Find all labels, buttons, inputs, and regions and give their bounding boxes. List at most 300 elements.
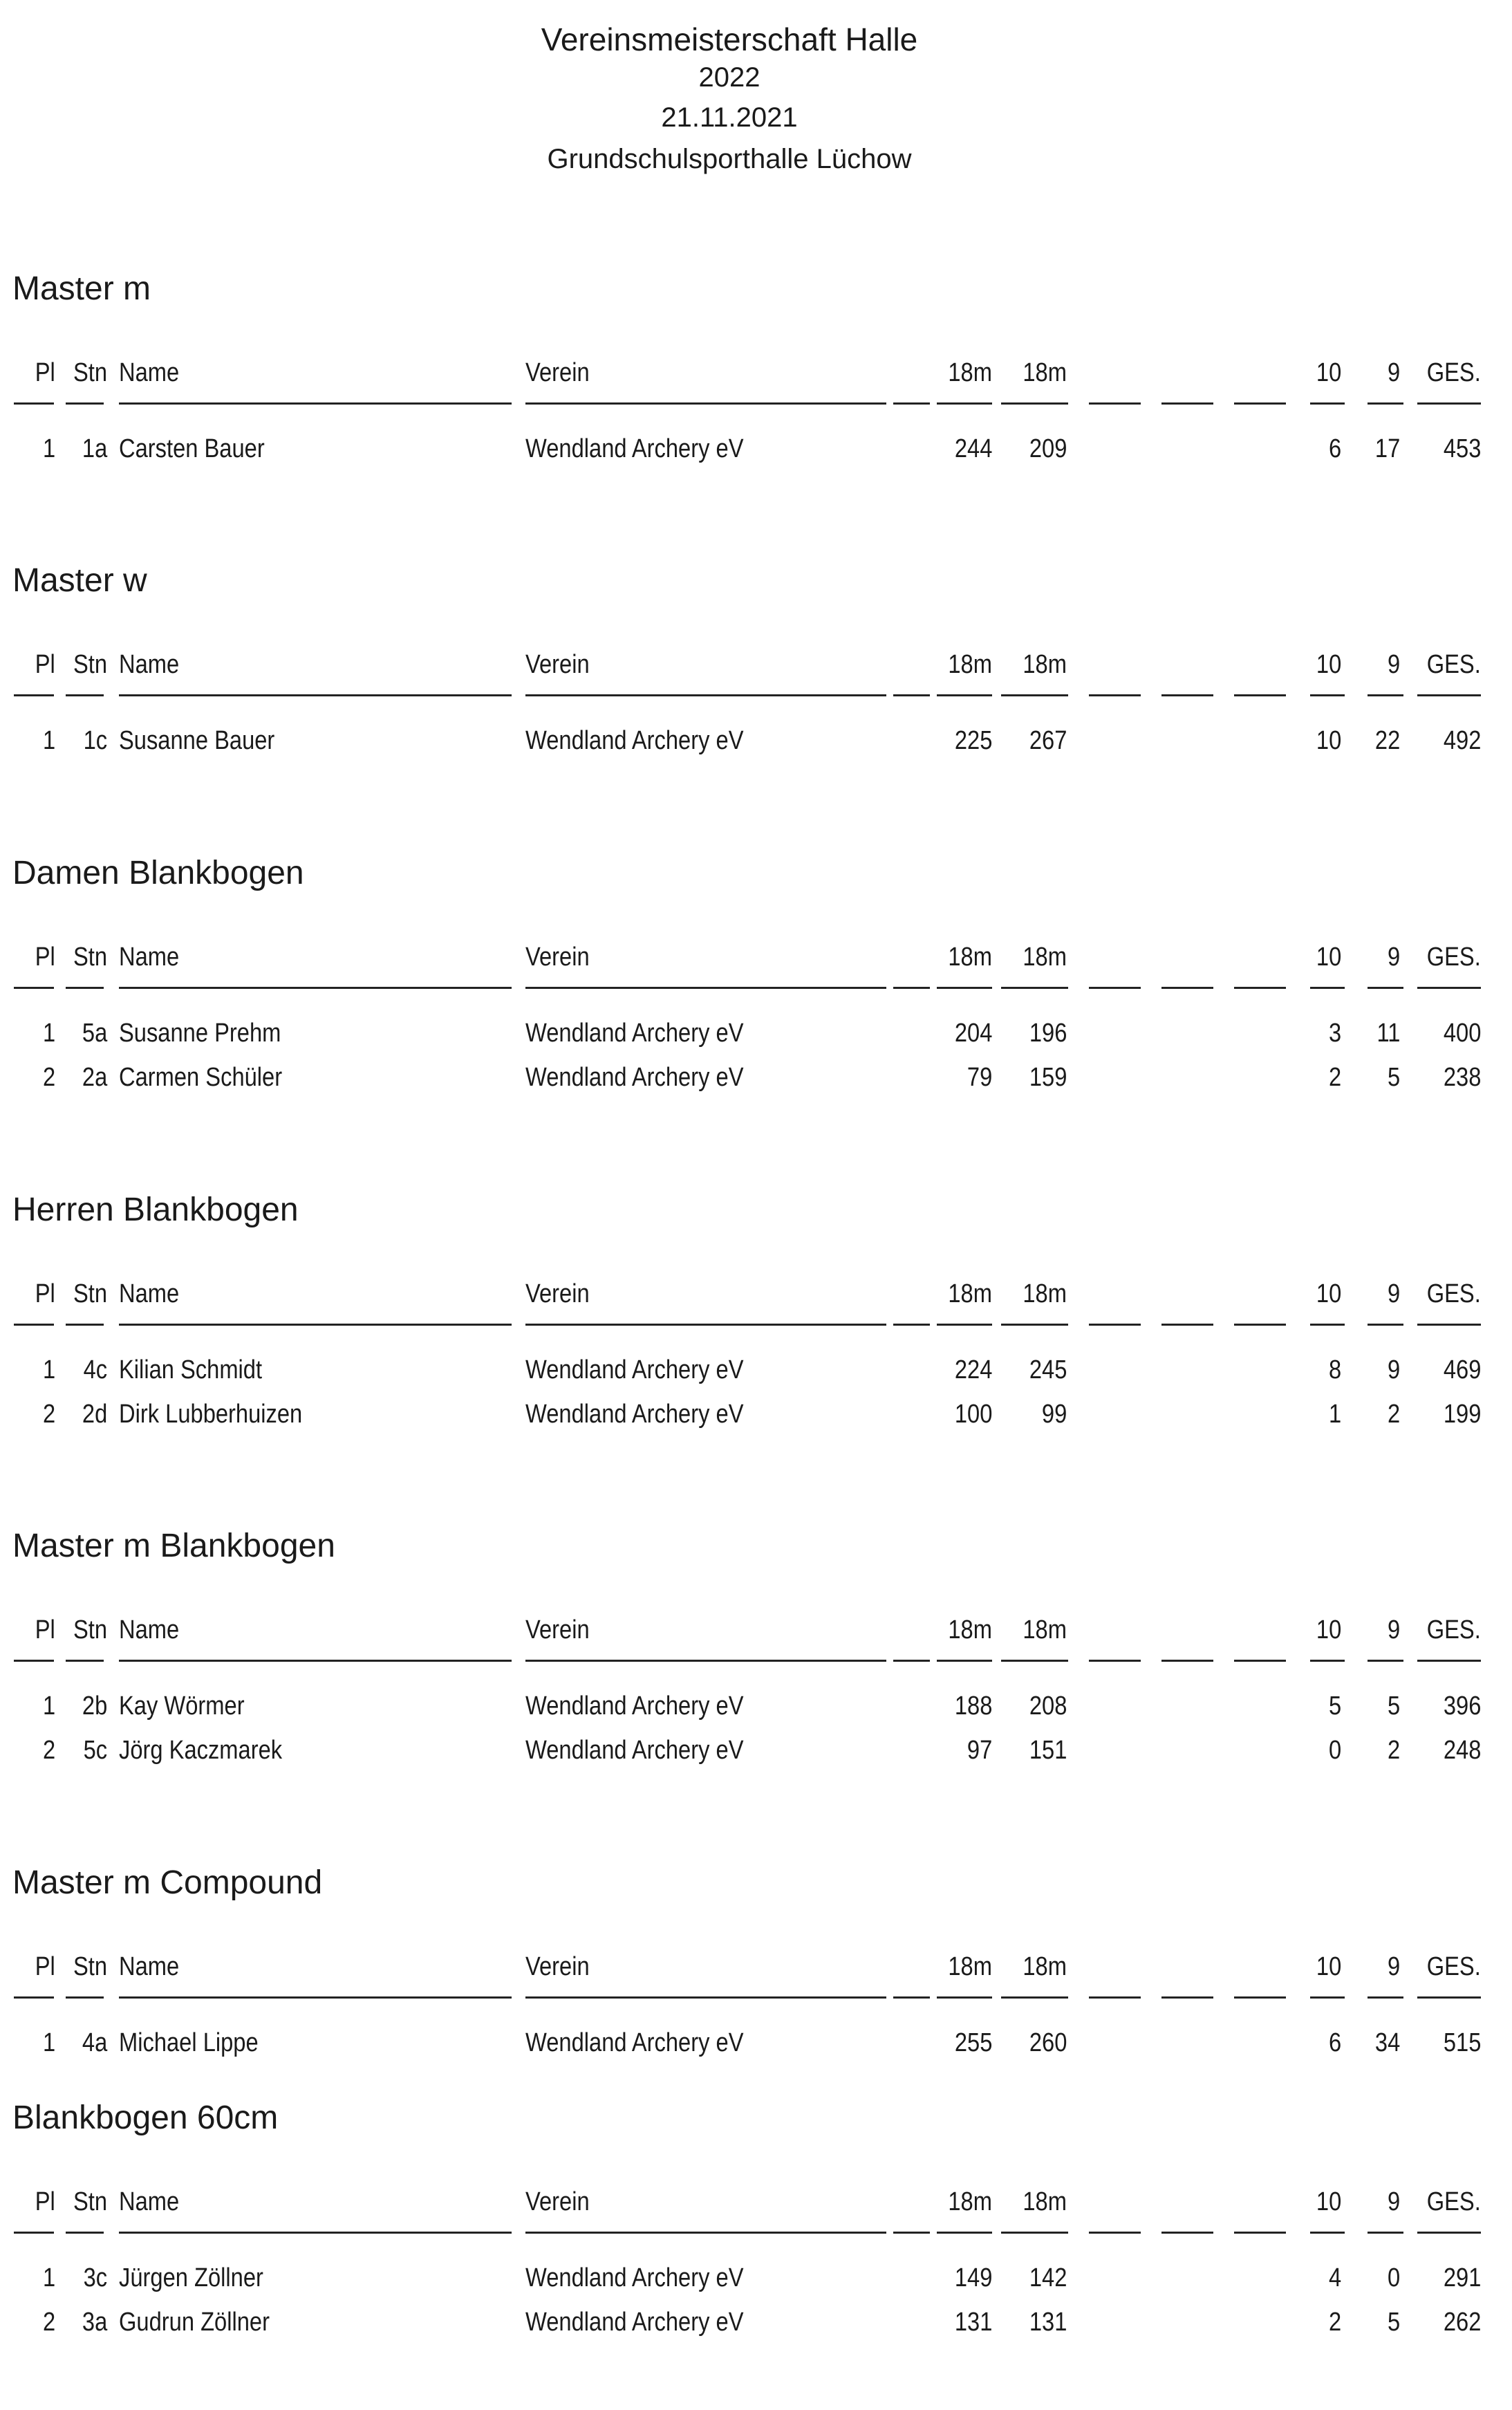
header-rule (119, 694, 512, 696)
col-verein-value: Wendland Archery eV (525, 2263, 744, 2292)
results-section (0, 270, 1512, 581)
col-verein-value: Wendland Archery eV (525, 1355, 744, 1384)
col-name-cell (119, 1063, 506, 1093)
header-rule (1161, 694, 1213, 696)
col-total-value: 199 (1443, 1400, 1481, 1429)
col-name-value: Carsten Bauer (119, 434, 265, 463)
col-18m-2-header-cell (1001, 1615, 1067, 1645)
col-tens-value: 2 (1328, 1063, 1341, 1092)
document-venue: Grundschulsporthalle Lüchow (547, 144, 912, 174)
header-rule (1001, 2232, 1068, 2234)
col-18m-1-header: 18m (948, 358, 992, 387)
col-18m-1-header-cell (926, 358, 992, 388)
header-rule (1417, 987, 1481, 989)
col-verein-cell (525, 1400, 885, 1429)
col-verein-cell (525, 1063, 885, 1093)
col-18m-1-value: 100 (954, 1400, 992, 1429)
col-18m-1-value: 131 (954, 2308, 992, 2337)
col-verein-header-cell (525, 1615, 885, 1645)
col-pl-cell (14, 1736, 55, 1765)
col-pl-value: 1 (42, 2028, 55, 2057)
header-rule (1368, 1660, 1403, 1662)
col-verein-value: Wendland Archery eV (525, 1019, 744, 1048)
col-18m-2-cell (1001, 1736, 1067, 1765)
col-18m-1-header: 18m (948, 943, 992, 972)
header-rule (525, 2232, 886, 2234)
col-tens-value: 0 (1328, 1736, 1341, 1765)
col-stn-header: Stn (73, 943, 107, 972)
col-18m-1-cell (926, 434, 992, 464)
col-18m-2-cell (1001, 726, 1067, 756)
header-rule (1089, 1660, 1141, 1662)
col-tens-cell (1300, 1400, 1341, 1429)
header-rule (1368, 694, 1403, 696)
col-tens-header: 10 (1316, 1952, 1341, 1981)
header-rule (66, 1324, 104, 1326)
col-18m-1-value: 204 (954, 1019, 992, 1048)
col-pl-value: 2 (42, 1736, 55, 1765)
col-nines-cell (1355, 2028, 1400, 2058)
col-name-header: Name (119, 650, 180, 679)
col-18m-2-value: 131 (1029, 2308, 1067, 2337)
col-tens-cell (1300, 2308, 1341, 2337)
col-18m-2-value: 267 (1029, 726, 1067, 755)
col-nines-value: 2 (1387, 1736, 1400, 1765)
col-name-value: Kilian Schmidt (119, 1355, 263, 1384)
col-tens-header: 10 (1316, 943, 1341, 972)
col-total-header: GES. (1426, 358, 1481, 387)
col-nines-header-cell (1355, 943, 1400, 972)
col-total-cell (1417, 1400, 1481, 1429)
col-pl-header: Pl (35, 650, 55, 679)
col-nines-header-cell (1355, 1952, 1400, 1982)
col-pl-value: 2 (42, 1400, 55, 1429)
col-pl-header: Pl (35, 358, 55, 387)
col-total-header-cell (1417, 943, 1481, 972)
col-verein-header: Verein (525, 2187, 590, 2216)
col-pl-value: 1 (42, 1355, 55, 1384)
col-stn-value: 2b (82, 1691, 107, 1721)
header-rule (1310, 1660, 1345, 1662)
header-rule (937, 1660, 992, 1662)
col-18m-1-cell (926, 1691, 992, 1721)
col-stn-header-cell (66, 1279, 107, 1309)
col-total-cell (1417, 2308, 1481, 2337)
header-rule (893, 402, 930, 405)
col-tens-header: 10 (1316, 1279, 1341, 1308)
col-pl-header: Pl (35, 1952, 55, 1981)
results-section (0, 2099, 1512, 2410)
col-total-value: 291 (1443, 2263, 1481, 2292)
col-total-value: 453 (1443, 434, 1481, 463)
header-rule (14, 987, 54, 989)
header-rule (1089, 694, 1141, 696)
col-total-value: 400 (1443, 1019, 1481, 1048)
col-pl-cell (14, 434, 55, 464)
col-verein-cell (525, 2263, 885, 2293)
col-total-value: 492 (1443, 726, 1481, 755)
col-total-header-cell (1417, 650, 1481, 680)
col-total-value: 469 (1443, 1355, 1481, 1384)
col-18m-2-value: 245 (1029, 1355, 1067, 1384)
col-18m-2-value: 99 (1041, 1400, 1067, 1429)
col-verein-header: Verein (525, 1952, 590, 1981)
col-total-value: 238 (1443, 1063, 1481, 1092)
header-rule (1161, 1324, 1213, 1326)
col-verein-value: Wendland Archery eV (525, 434, 744, 463)
col-18m-2-header-cell (1001, 650, 1067, 680)
col-nines-cell (1355, 726, 1400, 756)
col-tens-cell (1300, 2028, 1341, 2058)
col-tens-value: 1 (1328, 1400, 1341, 1429)
col-pl-cell (14, 1063, 55, 1093)
col-total-cell (1417, 726, 1481, 756)
col-18m-2-header-cell (1001, 1952, 1067, 1982)
col-tens-header-cell (1300, 943, 1341, 972)
col-18m-1-cell (926, 1019, 992, 1048)
col-stn-value: 4c (83, 1355, 107, 1384)
col-18m-1-header-cell (926, 1952, 992, 1982)
col-name-header-cell (119, 1279, 506, 1309)
col-nines-cell (1355, 1019, 1400, 1048)
col-nines-cell (1355, 1400, 1400, 1429)
results-section (0, 1527, 1512, 1838)
col-name-value: Michael Lippe (119, 2028, 259, 2057)
header-rule (937, 1996, 992, 1999)
col-name-header-cell (119, 2187, 506, 2217)
col-nines-cell (1355, 1691, 1400, 1721)
col-18m-1-cell (926, 2263, 992, 2293)
results-section (0, 562, 1512, 873)
header-rule (1161, 1996, 1213, 1999)
col-total-cell (1417, 434, 1481, 464)
col-18m-2-value: 151 (1029, 1736, 1067, 1765)
header-rule (893, 1324, 930, 1326)
col-18m-1-cell (926, 1355, 992, 1385)
col-18m-2-value: 260 (1029, 2028, 1067, 2057)
col-nines-value: 11 (1376, 1019, 1400, 1048)
col-stn-header: Stn (73, 1952, 107, 1981)
col-tens-header: 10 (1316, 1615, 1341, 1644)
col-verein-header-cell (525, 2187, 885, 2217)
col-verein-header-cell (525, 1952, 885, 1982)
col-nines-cell (1355, 1736, 1400, 1765)
col-pl-value: 2 (42, 2308, 55, 2337)
col-tens-value: 10 (1316, 726, 1341, 755)
header-rule (937, 2232, 992, 2234)
header-rule (1310, 1996, 1345, 1999)
col-stn-cell (66, 434, 107, 464)
col-stn-cell (66, 1691, 107, 1721)
col-name-cell (119, 1691, 506, 1721)
col-tens-cell (1300, 1019, 1341, 1048)
col-name-header: Name (119, 1615, 180, 1644)
col-verein-header: Verein (525, 358, 590, 387)
col-nines-cell (1355, 434, 1400, 464)
col-stn-header-cell (66, 358, 107, 388)
col-name-header: Name (119, 943, 180, 972)
col-name-header: Name (119, 1279, 180, 1308)
col-pl-header: Pl (35, 1615, 55, 1644)
header-rule (1234, 987, 1286, 989)
col-stn-header-cell (66, 1952, 107, 1982)
col-stn-value: 5a (82, 1019, 107, 1048)
col-total-value: 262 (1443, 2308, 1481, 2337)
col-18m-1-cell (926, 2308, 992, 2337)
col-18m-2-cell (1001, 434, 1067, 464)
col-stn-cell (66, 1400, 107, 1429)
col-stn-cell (66, 1355, 107, 1385)
col-pl-value: 1 (42, 434, 55, 463)
col-stn-value: 3a (82, 2308, 107, 2337)
col-name-header-cell (119, 650, 506, 680)
header-rule (1089, 2232, 1141, 2234)
col-pl-cell (14, 1400, 55, 1429)
col-name-value: Kay Wörmer (119, 1691, 245, 1721)
header-rule (119, 1996, 512, 1999)
col-18m-2-header-cell (1001, 2187, 1067, 2217)
header-rule (66, 402, 104, 405)
col-nines-header: 9 (1387, 2187, 1400, 2216)
header-rule (1234, 1996, 1286, 1999)
header-rule (525, 694, 886, 696)
header-rule (937, 987, 992, 989)
header-rule (1161, 1660, 1213, 1662)
header-rule (1089, 1996, 1141, 1999)
col-stn-cell (66, 1736, 107, 1765)
col-total-header: GES. (1426, 943, 1481, 972)
col-name-header-cell (119, 358, 506, 388)
col-stn-value: 1c (83, 726, 107, 755)
col-18m-1-cell (926, 1063, 992, 1093)
col-total-header: GES. (1426, 1279, 1481, 1308)
header-rule (1368, 987, 1403, 989)
header-rule (525, 1324, 886, 1326)
col-total-header: GES. (1426, 1952, 1481, 1981)
header-rule (893, 1996, 930, 1999)
document-title: Vereinsmeisterschaft Halle (541, 21, 918, 57)
col-total-cell (1417, 2263, 1481, 2293)
col-nines-cell (1355, 1063, 1400, 1093)
header-rule (1234, 2232, 1286, 2234)
col-nines-header: 9 (1387, 650, 1400, 679)
col-18m-2-value: 142 (1029, 2263, 1067, 2292)
col-verein-value: Wendland Archery eV (525, 1063, 744, 1092)
col-stn-header-cell (66, 1615, 107, 1645)
col-name-value: Carmen Schüler (119, 1063, 283, 1092)
col-name-value: Susanne Prehm (119, 1019, 281, 1048)
col-nines-header: 9 (1387, 943, 1400, 972)
col-nines-value: 0 (1387, 2263, 1400, 2292)
col-name-value: Susanne Bauer (119, 726, 275, 755)
header-rule (525, 1660, 886, 1662)
col-name-cell (119, 2308, 506, 2337)
col-stn-cell (66, 726, 107, 756)
col-18m-1-value: 255 (954, 2028, 992, 2057)
col-total-header: GES. (1426, 650, 1481, 679)
col-nines-cell (1355, 1355, 1400, 1385)
col-tens-cell (1300, 1736, 1341, 1765)
col-nines-value: 17 (1374, 434, 1400, 463)
col-verein-header: Verein (525, 1279, 590, 1308)
col-stn-value: 1a (82, 434, 107, 463)
col-nines-header-cell (1355, 1615, 1400, 1645)
col-name-header-cell (119, 1952, 506, 1982)
header-rule (66, 1996, 104, 1999)
header-rule (893, 1660, 930, 1662)
col-verein-header: Verein (525, 943, 590, 972)
col-name-cell (119, 2263, 506, 2293)
header-rule (1368, 1996, 1403, 1999)
header-rule (525, 1996, 886, 1999)
document-year: 2022 (698, 62, 760, 93)
col-18m-1-value: 97 (967, 1736, 992, 1765)
col-tens-value: 3 (1328, 1019, 1341, 1048)
col-pl-value: 1 (42, 1691, 55, 1721)
col-verein-header-cell (525, 943, 885, 972)
col-tens-value: 2 (1328, 2308, 1341, 2337)
header-rule (66, 1660, 104, 1662)
col-pl-header: Pl (35, 2187, 55, 2216)
col-total-header: GES. (1426, 1615, 1481, 1644)
col-18m-2-cell (1001, 1400, 1067, 1429)
header-rule (1310, 1324, 1345, 1326)
col-pl-cell (14, 2308, 55, 2337)
col-total-cell (1417, 1355, 1481, 1385)
col-18m-1-cell (926, 2028, 992, 2058)
col-18m-2-cell (1001, 2308, 1067, 2337)
col-18m-2-header: 18m (1023, 1279, 1067, 1308)
col-name-value: Gudrun Zöllner (119, 2308, 270, 2337)
col-verein-value: Wendland Archery eV (525, 2028, 744, 2057)
col-18m-2-header: 18m (1023, 1952, 1067, 1981)
col-pl-header-cell (14, 1615, 55, 1645)
col-total-header-cell (1417, 2187, 1481, 2217)
col-pl-header-cell (14, 1952, 55, 1982)
header-rule (14, 402, 54, 405)
col-18m-1-header: 18m (948, 2187, 992, 2216)
col-18m-2-cell (1001, 1063, 1067, 1093)
col-tens-value: 8 (1328, 1355, 1341, 1384)
header-rule (1368, 2232, 1403, 2234)
col-stn-header: Stn (73, 1279, 107, 1308)
col-pl-cell (14, 1355, 55, 1385)
header-rule (1234, 1660, 1286, 1662)
col-tens-header-cell (1300, 1952, 1341, 1982)
results-section (0, 1191, 1512, 1502)
col-pl-cell (14, 2263, 55, 2293)
header-rule (893, 987, 930, 989)
col-18m-2-cell (1001, 2028, 1067, 2058)
col-18m-1-header-cell (926, 1279, 992, 1309)
col-name-cell (119, 2028, 506, 2058)
header-rule (1089, 402, 1141, 405)
col-nines-value: 22 (1374, 726, 1400, 755)
header-rule (1417, 694, 1481, 696)
col-18m-2-header: 18m (1023, 358, 1067, 387)
col-name-value: Dirk Lubberhuizen (119, 1400, 303, 1429)
document-date: 21.11.2021 (661, 102, 798, 133)
header-rule (66, 694, 104, 696)
col-tens-cell (1300, 726, 1341, 756)
header-rule (937, 694, 992, 696)
col-pl-value: 1 (42, 726, 55, 755)
col-stn-header-cell (66, 650, 107, 680)
col-18m-2-header: 18m (1023, 2187, 1067, 2216)
col-stn-header: Stn (73, 358, 107, 387)
col-name-cell (119, 434, 506, 464)
col-total-cell (1417, 2028, 1481, 2058)
col-nines-header: 9 (1387, 358, 1400, 387)
col-18m-1-header-cell (926, 943, 992, 972)
col-18m-1-value: 149 (954, 2263, 992, 2292)
col-verein-cell (525, 1355, 885, 1385)
col-stn-header-cell (66, 2187, 107, 2217)
col-name-header-cell (119, 943, 506, 972)
header-rule (1368, 402, 1403, 405)
col-nines-header-cell (1355, 358, 1400, 388)
col-18m-2-cell (1001, 1355, 1067, 1385)
col-nines-header: 9 (1387, 1615, 1400, 1644)
section-title: Master m Blankbogen (12, 1528, 335, 1564)
col-total-value: 515 (1443, 2028, 1481, 2057)
col-pl-cell (14, 1019, 55, 1048)
col-pl-value: 1 (42, 1019, 55, 1048)
col-stn-value: 3c (83, 2263, 107, 2292)
col-pl-cell (14, 1691, 55, 1721)
col-tens-value: 5 (1328, 1691, 1341, 1721)
col-verein-cell (525, 2028, 885, 2058)
header-rule (66, 987, 104, 989)
col-nines-value: 2 (1387, 1400, 1400, 1429)
col-18m-2-value: 196 (1029, 1019, 1067, 1048)
header-rule (14, 1996, 54, 1999)
col-18m-1-header-cell (926, 650, 992, 680)
col-verein-cell (525, 1736, 885, 1765)
col-tens-cell (1300, 1691, 1341, 1721)
header-rule (66, 2232, 104, 2234)
col-verein-value: Wendland Archery eV (525, 2308, 744, 2337)
header-rule (14, 1660, 54, 1662)
col-name-header-cell (119, 1615, 506, 1645)
col-18m-2-header-cell (1001, 943, 1067, 972)
col-tens-cell (1300, 434, 1341, 464)
col-nines-header-cell (1355, 2187, 1400, 2217)
col-total-cell (1417, 1736, 1481, 1765)
col-18m-1-header: 18m (948, 1615, 992, 1644)
header-rule (937, 402, 992, 405)
col-stn-header: Stn (73, 1615, 107, 1644)
col-total-value: 248 (1443, 1736, 1481, 1765)
col-18m-2-header-cell (1001, 358, 1067, 388)
col-stn-value: 2d (82, 1400, 107, 1429)
header-rule (1001, 1660, 1068, 1662)
col-pl-header-cell (14, 1279, 55, 1309)
col-name-cell (119, 1355, 506, 1385)
col-18m-1-value: 79 (967, 1063, 992, 1092)
col-tens-cell (1300, 1063, 1341, 1093)
col-verein-cell (525, 726, 885, 756)
col-stn-cell (66, 1063, 107, 1093)
col-stn-value: 4a (82, 2028, 107, 2057)
col-name-cell (119, 726, 506, 756)
section-title: Master m Compound (12, 1864, 323, 1901)
header-rule (119, 402, 512, 405)
col-stn-header-cell (66, 943, 107, 972)
col-18m-1-value: 244 (954, 434, 992, 463)
col-tens-value: 6 (1328, 2028, 1341, 2057)
col-nines-value: 34 (1374, 2028, 1400, 2057)
